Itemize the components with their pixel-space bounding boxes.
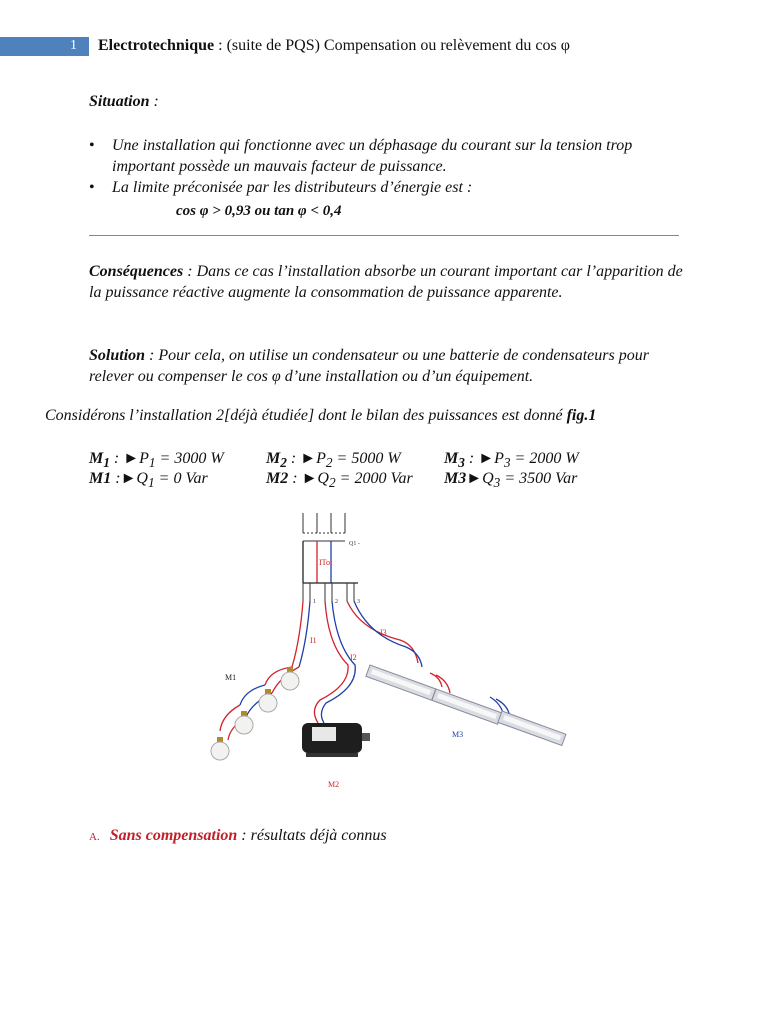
i2-label: I2 bbox=[350, 653, 357, 662]
load-p-m1: $M_1$ : $►P_1 = 3000$ W bbox=[89, 450, 224, 471]
fixtures-m3 bbox=[366, 665, 566, 746]
section-a-heading bbox=[89, 827, 387, 845]
situation-label: Situation bbox=[89, 93, 150, 110]
solution-paragraph bbox=[89, 345, 689, 387]
loads-active-row bbox=[89, 450, 689, 470]
page-number: 1 bbox=[70, 38, 77, 53]
solution-label: Solution bbox=[89, 347, 146, 364]
m2-label: M2 bbox=[328, 780, 340, 789]
bullet-item: • La limite préconisée par les distributeurs d’énergie est : bbox=[89, 177, 689, 198]
consequences-label: Conséquences bbox=[89, 263, 184, 280]
branch-1-wires bbox=[220, 601, 310, 740]
load-p-m3: $M_3$ : $►P_3 = 2000$ W bbox=[444, 450, 579, 471]
situation-sep: : bbox=[149, 93, 159, 110]
solution-text: : Pour cela, on utilise un condensateur ou une batterie de condensateurs pour relever ou compenser le cos φ d’une installation ou d’un équipement. bbox=[89, 347, 649, 385]
situation-bullets bbox=[89, 135, 689, 198]
load-q-m1: M1 $:►Q_1 = 0$ Var bbox=[89, 470, 208, 491]
limit-formula: cos φ > 0,93 ou tan φ < 0,4 bbox=[176, 203, 342, 219]
i1-label: I1 bbox=[310, 636, 317, 645]
section-letter: A. bbox=[89, 831, 100, 843]
terminal-1: 1 bbox=[313, 599, 316, 605]
load-q-m3: $M3►Q_3 = 3500$ Var bbox=[444, 470, 578, 491]
section-text: : résultats déjà connus bbox=[237, 827, 387, 844]
breaker-label: Q1 - bbox=[349, 541, 360, 547]
loads-reactive-row bbox=[89, 470, 689, 490]
considerons-text: Considérons l’installation 2[déjà étudiée] dont le bilan des puissances est donné bbox=[45, 407, 567, 424]
itot-label: ITot bbox=[319, 558, 333, 567]
load-p-m2: $M_2$ : $►P_2 = 5000$ W bbox=[266, 450, 401, 471]
terminal-3: 3 bbox=[357, 599, 360, 605]
branch-breakers bbox=[303, 583, 354, 601]
section-title: Sans compensation bbox=[109, 827, 238, 844]
i3-label: I3 bbox=[380, 628, 387, 637]
divider bbox=[89, 235, 679, 236]
page-title bbox=[98, 37, 570, 55]
branch-2-wires bbox=[314, 601, 355, 723]
situation-heading bbox=[89, 93, 159, 111]
m3-label: M3 bbox=[452, 730, 464, 739]
branch-3-wires bbox=[347, 601, 510, 717]
terminal-2: 2 bbox=[335, 599, 338, 605]
load-q-m2: M2 : $►Q_2 = 2000$ Var bbox=[266, 470, 413, 491]
m1-label: M1 bbox=[225, 673, 237, 682]
motor-m2 bbox=[302, 723, 370, 757]
title-subject: Electrotechnique bbox=[98, 37, 215, 54]
considerons-line bbox=[45, 407, 596, 425]
figure-ref[interactable]: fig.1 bbox=[566, 407, 597, 424]
installation-diagram bbox=[200, 505, 580, 800]
bullet-item: • Une installation qui fonctionne avec un déphasage du courant sur la tension trop important possède un mauvais facteur de puissance. bbox=[89, 135, 689, 177]
main-breaker bbox=[303, 513, 345, 541]
consequences-text: : Dans ce cas l’installation absorbe un courant important car l’apparition de la puissance réactive augmente la consommation de puissance apparente. bbox=[89, 263, 683, 301]
title-rest: : (suite de PQS) Compensation ou relèvement du cos φ bbox=[214, 37, 570, 54]
consequences-paragraph bbox=[89, 261, 689, 303]
